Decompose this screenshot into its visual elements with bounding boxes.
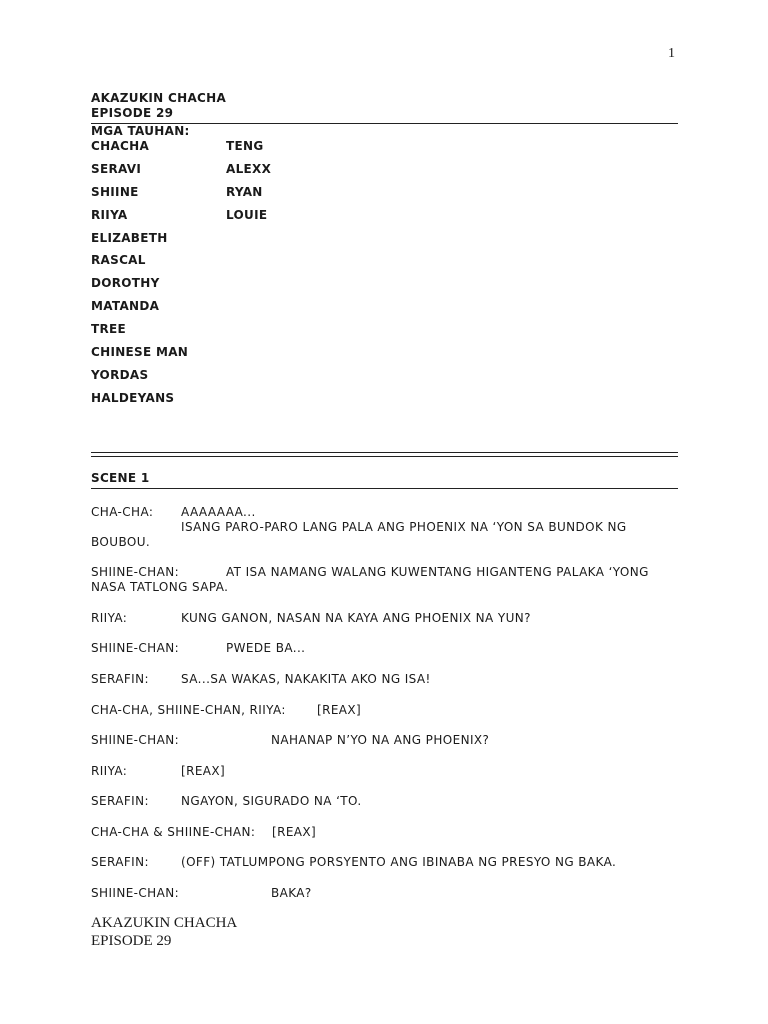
cast-member: MATANDA [91,299,160,314]
footer-title: AKAZUKIN CHACHA [91,915,238,931]
cast-member: RYAN [226,184,263,199]
dialogue-text: (OFF) TATLUMPONG PORSYENTO ANG IBINABA NG PRESYO NG BAKA. [181,855,617,869]
cast-member: LOUIE [226,207,268,222]
speaker-label: SERAFIN: [91,794,149,808]
speaker-label: SERAFIN: [91,855,149,869]
page-number: 1 [668,46,675,61]
document-header [91,91,678,121]
dialogue-text: BOUBOU. [91,535,151,549]
script-line [91,611,678,627]
cast-member: TENG [226,139,264,153]
cast-member: CHINESE MAN [91,345,189,360]
script-line [91,855,678,871]
cast-member: RIIYA [91,207,128,222]
dialogue-text: [REAX] [272,825,317,839]
cast-member: CHACHA [91,139,150,153]
script-line [91,703,678,719]
cast-member: ALEXX [226,161,272,176]
script-line [91,505,678,521]
cast-member: SHIINE [91,184,139,199]
script-line [91,825,678,841]
dialogue-text: NAHANAP N’YO NA ANG PHOENIX? [271,733,490,747]
speaker-label: CHA-CHA, SHIINE-CHAN, RIIYA: [91,703,286,717]
script-line [91,535,678,551]
script-line [91,672,678,688]
document-title: AKAZUKIN CHACHA [91,91,227,105]
speaker-label: SHIINE-CHAN: [91,733,180,747]
cast-heading: MGA TAUHAN: [91,124,190,138]
cast-member: SERAVI [91,161,142,176]
script-line [91,794,678,810]
footer-episode: EPISODE 29 [91,933,172,949]
dialogue-text: [REAX] [181,764,226,778]
scene-heading: SCENE 1 [91,471,150,485]
speaker-label: CHA-CHA & SHIINE-CHAN: [91,825,256,839]
dialogue-text: AT ISA NAMANG WALANG KUWENTANG HIGANTENG PALAKA ‘YONG [226,565,649,579]
dialogue-text: [REAX] [317,703,362,717]
cast-member: DOROTHY [91,276,160,291]
speaker-label: SHIINE-CHAN: [91,565,180,579]
cast-member: HALDEYANS [91,390,175,405]
speaker-label: RIIYA: [91,764,128,778]
speaker-label: RIIYA: [91,611,128,625]
script-line [91,886,678,902]
speaker-label: CHA-CHA: [91,505,154,519]
script-line [91,641,678,657]
script-line [91,565,678,581]
episode-label: EPISODE 29 [91,106,174,120]
dialogue-text: BAKA? [271,886,312,900]
cast-member: RASCAL [91,253,146,268]
dialogue-text: PWEDE BA... [226,641,306,655]
cast-member: TREE [91,322,127,337]
speaker-label: SHIINE-CHAN: [91,886,180,900]
dialogue-text: KUNG GANON, NASAN NA KAYA ANG PHOENIX NA YUN? [181,611,531,625]
section-divider-bottom [91,456,678,457]
dialogue-text: NASA TATLONG SAPA. [91,580,229,594]
dialogue-text: NGAYON, SIGURADO NA ‘TO. [181,794,362,808]
page-footer [91,914,237,950]
script-line [91,580,678,596]
speaker-label: SHIINE-CHAN: [91,641,180,655]
cast-column-2 [226,139,271,231]
dialogue-text: SA...SA WAKAS, NAKAKITA AKO NG ISA! [181,672,431,686]
cast-member: ELIZABETH [91,230,168,245]
script-line [91,520,678,536]
speaker-label: SERAFIN: [91,672,149,686]
section-divider-top [91,452,678,453]
script-line [91,764,678,780]
cast-column-1 [91,139,188,414]
scene-divider [91,488,678,489]
cast-member: YORDAS [91,367,149,382]
script-line [91,733,678,749]
dialogue-text: AAAAAAA... [181,505,256,519]
dialogue-text: ISANG PARO-PARO LANG PALA ANG PHOENIX NA ‘YON SA BUNDOK NG [181,520,627,534]
